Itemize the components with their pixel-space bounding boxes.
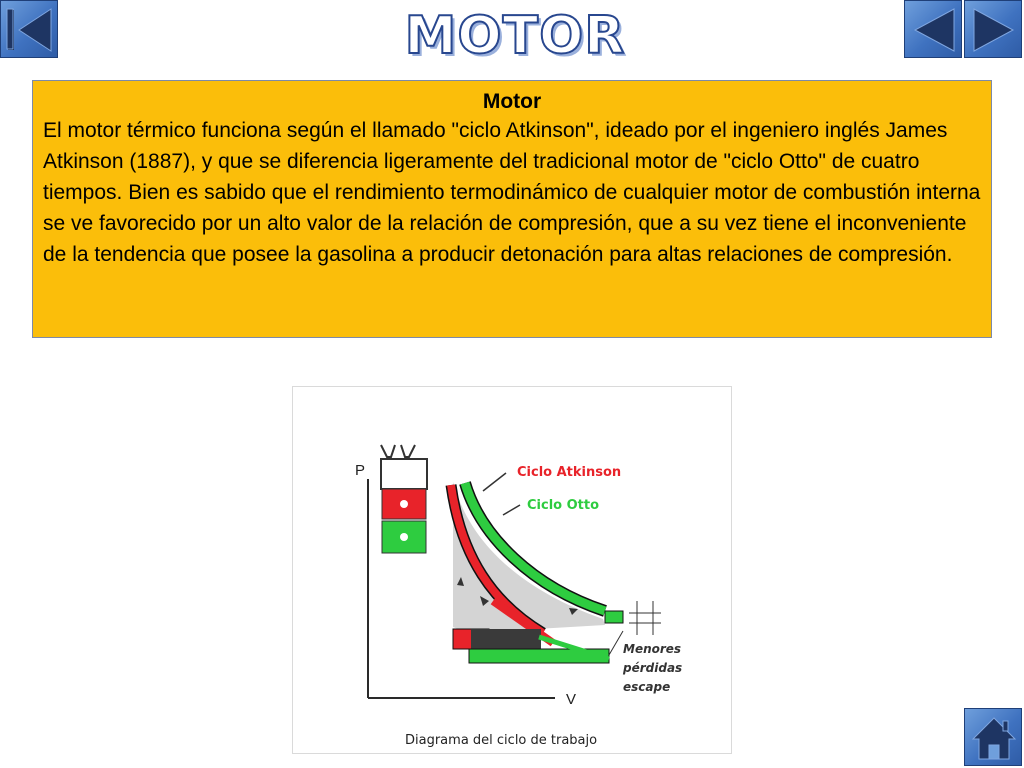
first-slide-icon [1, 1, 59, 59]
extra-work-band [471, 629, 541, 649]
otto-label: Ciclo Otto [527, 498, 600, 513]
note-line-2: pérdidas [623, 661, 683, 675]
note-line-3: escape [623, 680, 671, 694]
description-box [32, 80, 992, 338]
cylinder-icon [381, 445, 427, 553]
cycle-diagram [292, 386, 732, 754]
home-icon [965, 709, 1023, 767]
box-heading: Motor [482, 90, 542, 113]
home-button[interactable] [964, 708, 1022, 766]
note-line-1: Menores [623, 642, 682, 656]
previous-slide-button[interactable] [904, 0, 962, 58]
first-slide-button[interactable] [0, 0, 58, 58]
box-body-text: El motor térmico funciona según el llamado "ciclo Atkinson", ideado por el ingeniero inglés James Atkinson (1887), y que se diferencia ligeramente del tradicional motor de "ciclo Otto" de cuatro tiempos. Bien es sabido que el rendimiento termodinámico de cualquier motor de combustión interna se ve favorecido por un alto valor de la relación de compresión, que a su vez tiene el inconveniente de la tendencia que posee la gasolina a producir detonación para altas relaciones de compresión. [43, 119, 981, 266]
p-axis-label: P [355, 462, 366, 479]
cycle-diagram-svg [293, 387, 733, 755]
page-title: MOTOR [404, 6, 626, 66]
v-axis-label: V [566, 691, 577, 708]
next-icon [965, 1, 1023, 59]
previous-icon [905, 1, 963, 59]
next-slide-button[interactable] [964, 0, 1022, 58]
diagram-caption: Diagrama del ciclo de trabajo [405, 733, 598, 748]
atkinson-label: Ciclo Atkinson [517, 465, 622, 480]
